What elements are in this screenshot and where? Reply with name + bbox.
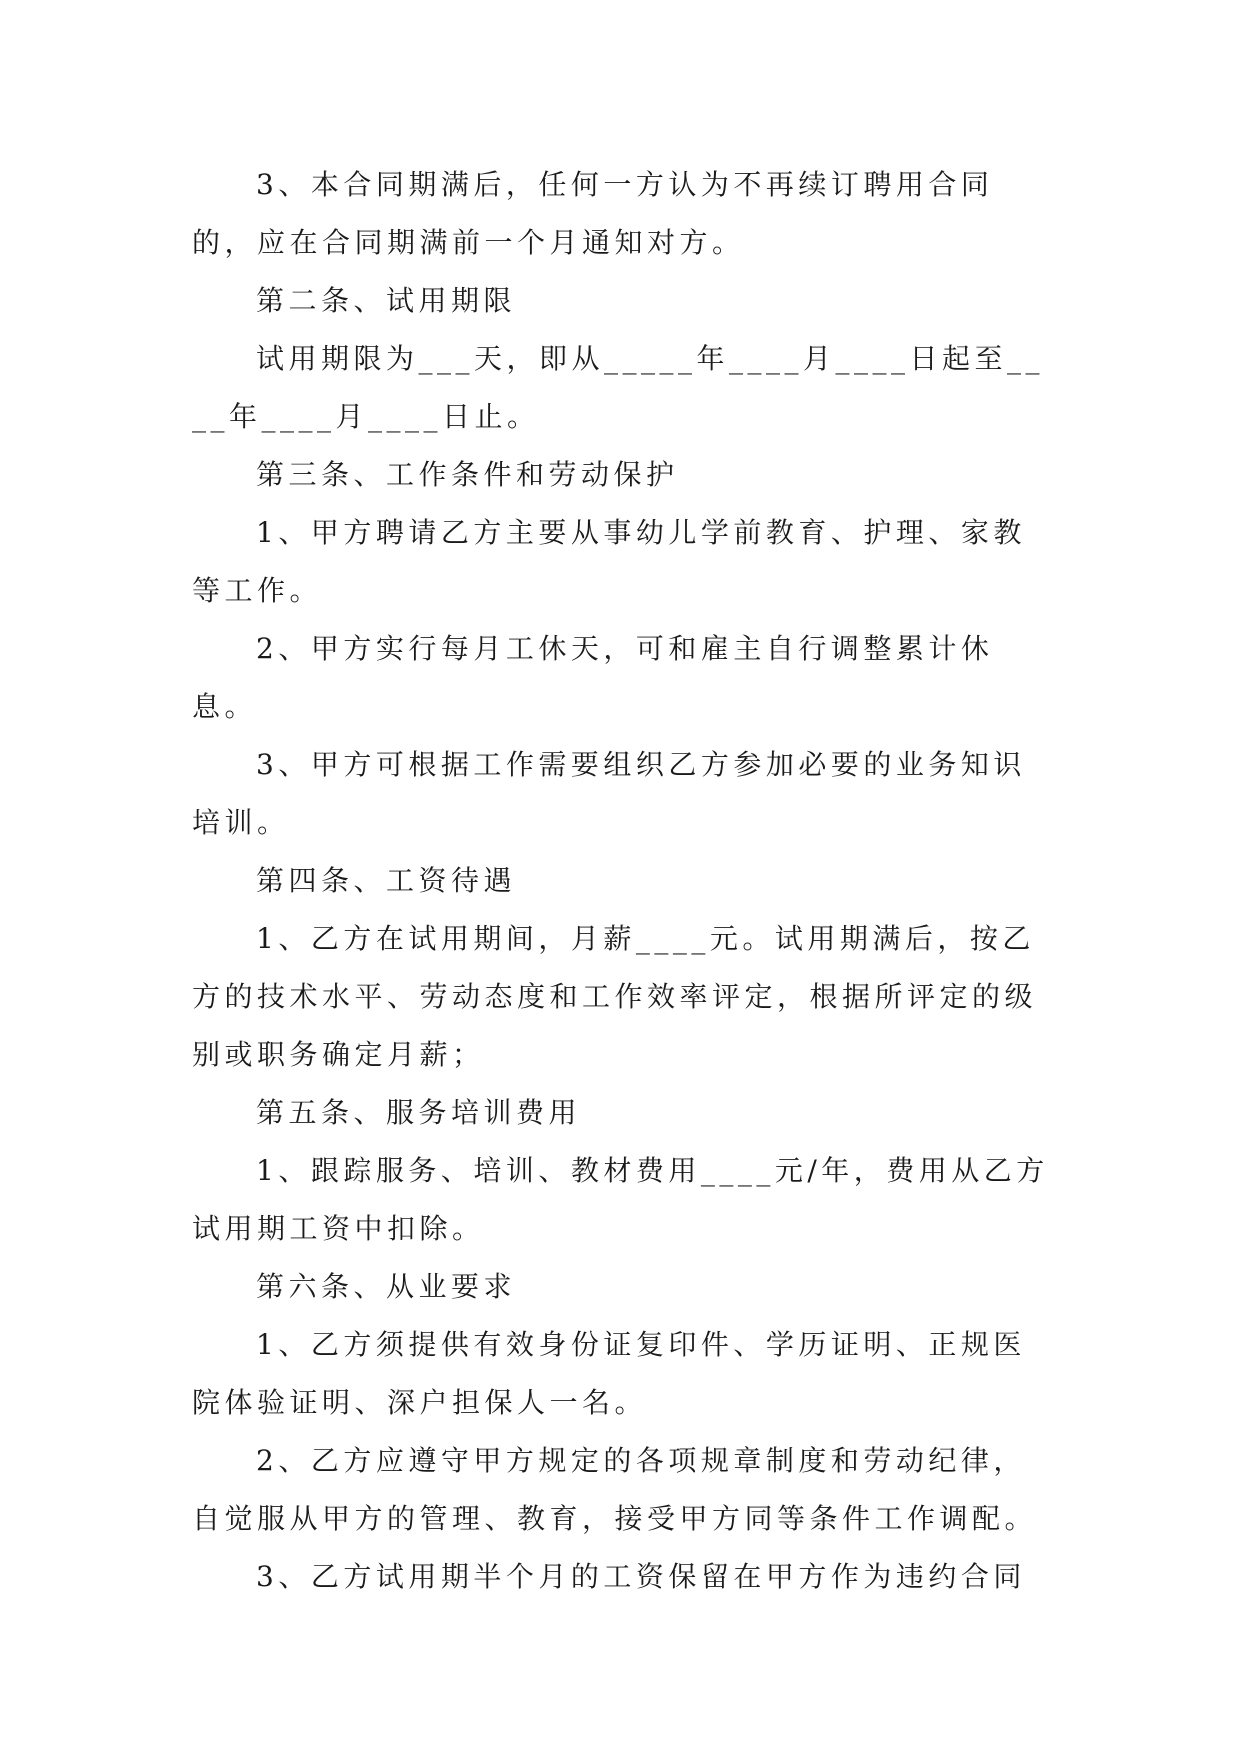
heading-article-2: 第二条、试用期限 xyxy=(256,284,517,317)
paragraph-training-fees: 1、跟踪服务、培训、教材费用____元/年，费用从乙方试用期工资中扣除。 xyxy=(192,1154,1049,1245)
heading-article-4: 第四条、工资待遇 xyxy=(256,864,517,897)
heading-article-6: 第六条、从业要求 xyxy=(256,1270,517,1303)
document-body xyxy=(192,156,1052,1606)
paragraph-salary: 1、乙方在试用期间，月薪____元。试用期满后，按乙方的技术水平、劳动态度和工作效率评定，根据所评定的级别或职务确定月薪； xyxy=(192,922,1038,1071)
heading-article-5: 第五条、服务培训费用 xyxy=(256,1096,582,1129)
paragraph-rules-compliance: 2、乙方应遵守甲方规定的各项规章制度和劳动纪律，自觉服从甲方的管理、教育，接受甲方同等条件工作调配。 xyxy=(192,1444,1038,1535)
paragraph-wage-retention: 3、乙方试用期半个月的工资保留在甲方作为违约合同 xyxy=(256,1560,1026,1593)
paragraph-rest-days: 2、甲方实行每月工休天，可和雇主自行调整累计休息。 xyxy=(192,632,994,723)
paragraph-documents-required: 1、乙方须提供有效身份证复印件、学历证明、正规医院体验证明、深户担保人一名。 xyxy=(192,1328,1026,1419)
paragraph-probation-period: 试用期限为___天，即从_____年____月____日起至____年____月____日止。 xyxy=(192,342,1045,433)
heading-article-3: 第三条、工作条件和劳动保护 xyxy=(256,458,679,491)
paragraph-term-renewal: 3、本合同期满后，任何一方认为不再续订聘用合同的，应在合同期满前一个月通知对方。 xyxy=(192,168,994,259)
paragraph-work-scope: 1、甲方聘请乙方主要从事幼儿学前教育、护理、家教等工作。 xyxy=(192,516,1026,607)
paragraph-training: 3、甲方可根据工作需要组织乙方参加必要的业务知识培训。 xyxy=(192,748,1026,839)
